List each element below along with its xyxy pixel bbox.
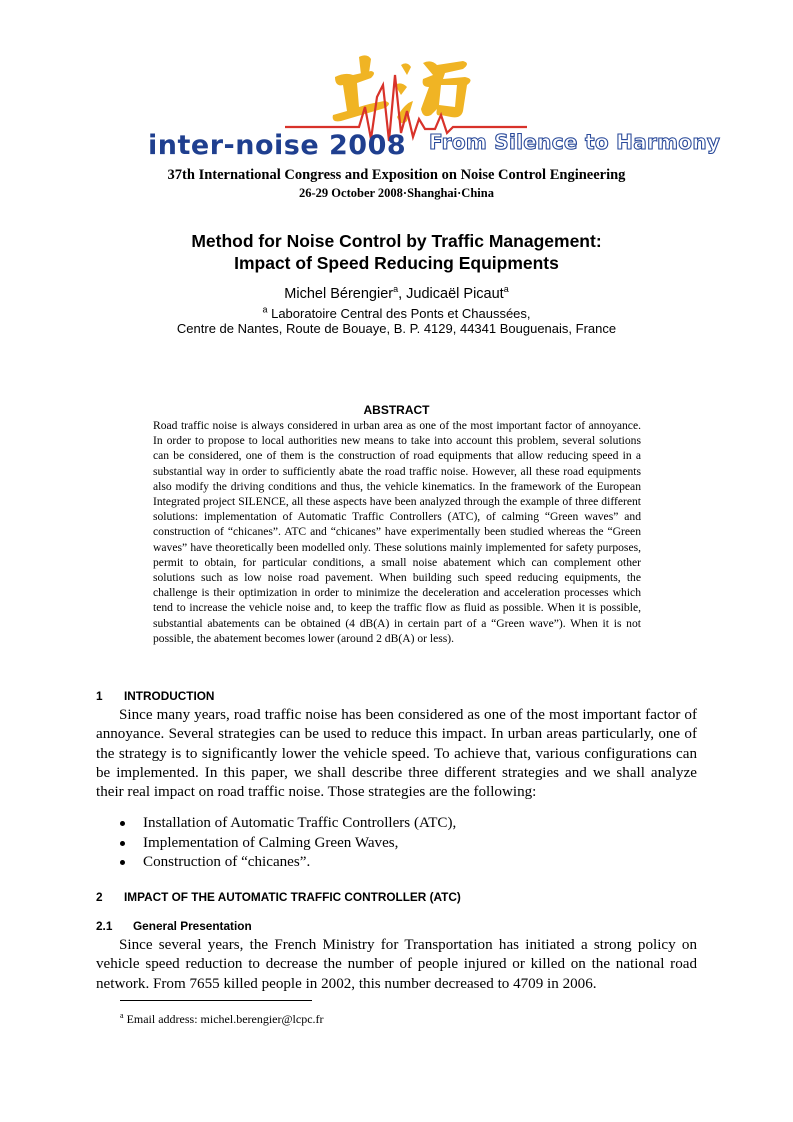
bullet-icon: [120, 860, 125, 865]
affiliation-marker: a: [262, 304, 268, 315]
affiliation-line-2: Centre de Nantes, Route de Bouaye, B. P. 4129, 44341 Bouguenais, France: [176, 321, 617, 336]
list-item: Construction of “chicanes”.: [120, 853, 456, 873]
footnote-text: Email address: michel.berengier@lcpc.fr: [123, 1012, 324, 1026]
paper-title: [0, 230, 793, 274]
section-2-paragraph: [96, 936, 697, 994]
author-1: Michel Bérengier: [284, 286, 394, 302]
subsection-2-1-heading: [96, 919, 252, 933]
footnote: [120, 1012, 324, 1027]
abstract-heading: ABSTRACT: [363, 403, 430, 417]
author-separator: ,: [398, 286, 407, 302]
author-2-affiliation-marker: a: [503, 284, 509, 295]
section-1-title: INTRODUCTION: [124, 689, 215, 703]
section-2-title: IMPACT OF THE AUTOMATIC TRAFFIC CONTROLLER (ATC): [124, 890, 461, 904]
section-2-paragraph-text: Since several years, the French Ministry for Transportation has initiated a strong policy on vehicle speed reduction to decrease the number of people injured or killed on the national road network. From 7655 killed people in 2002, this number decreased to 4709 in 2006.: [96, 937, 697, 992]
paper-title-line-2: Impact of Speed Reducing Equipments: [234, 253, 559, 273]
section-1-heading: [96, 689, 214, 703]
list-item: Implementation of Calming Green Waves,: [120, 834, 456, 854]
footnote-marker: a: [120, 1011, 124, 1020]
logo-slogan: From Silence to Harmony: [429, 130, 721, 154]
bullet-icon: [120, 821, 125, 826]
footnote-divider: [120, 1000, 312, 1001]
section-1-paragraph: [96, 706, 697, 802]
list-item: Installation of Automatic Traffic Controllers (ATC),: [120, 814, 456, 834]
strategy-list: [120, 814, 456, 873]
logo-name: inter-noise 2008: [148, 130, 407, 161]
affiliation-institution: Laboratoire Central des Ponts et Chaussées,: [267, 306, 531, 321]
subsection-2-1-title: General Presentation: [133, 919, 252, 933]
section-1-number: 1: [96, 689, 103, 703]
author-2: Judicaël Picaut: [406, 286, 504, 302]
shanghai-calligraphy-icon: [333, 55, 471, 123]
congress-dates: 26-29 October 2008·Shanghai·China: [299, 186, 494, 200]
author-1-affiliation-marker: a: [393, 284, 399, 295]
congress-title: 37th International Congress and Exposition on Noise Control Engineering: [167, 167, 626, 183]
author-list: [0, 286, 793, 302]
section-1-paragraph-text: Since many years, road traffic noise has been considered as one of the most important factor of annoyance. Several strategies can be used to reduce this impact. In urban areas particularly, one of the strategy is to significantly lower the vehicle speed. To achieve that, various configurations can be implemented. In this paper, we shall describe three different strategies and we shall analyze their real impact on road traffic noise. Those strategies are the following:: [96, 707, 697, 801]
bullet-icon: [120, 841, 125, 846]
affiliation-line-1: [0, 306, 793, 321]
paper-title-line-1: Method for Noise Control by Traffic Management:: [191, 231, 602, 251]
subsection-2-1-number: 2.1: [96, 919, 113, 933]
section-2-number: 2: [96, 890, 103, 904]
abstract-text: Road traffic noise is always considered in urban area as one of the most important factor of annoyance. In order to propose to local authorities new means to take into account this problem, several solutions can be considered, one of them is the construction of road equipments that allow reducing speed in a substantial way in order to sufficiently abate the road traffic noise. However, all these road equipments also modify the driving conditions and thus, the vehicle kinematics. In the framework of the European Integrated project SILENCE, all these aspects have been analyzed through the example of three different solutions: implementation of Automatic Traffic Controllers (ATC), of calming “Green waves” and construction of “chicanes”. ATC and “chicanes” have experimentally been studied whereas the “Green waves” have theoretically been modelled only. These solutions mainly implemented for safety purposes, permit to obtain, for particular conditions, a small noise abatement which can complement other solutions such as low noise road pavement. When building such speed reducing equipments, the challenge is their optimization in order to minimize the deceleration and acceleration processes which tend to increase the vehicle noise and, to keep the traffic flow as fluid as possible. When it is possible, substantial abatements can be obtained (4 dB(A) in certain part of a “Green wave”). When it is not possible, the abatement becomes lower (around 2 dB(A) or less).: [153, 419, 641, 645]
section-2-heading: [96, 890, 461, 904]
